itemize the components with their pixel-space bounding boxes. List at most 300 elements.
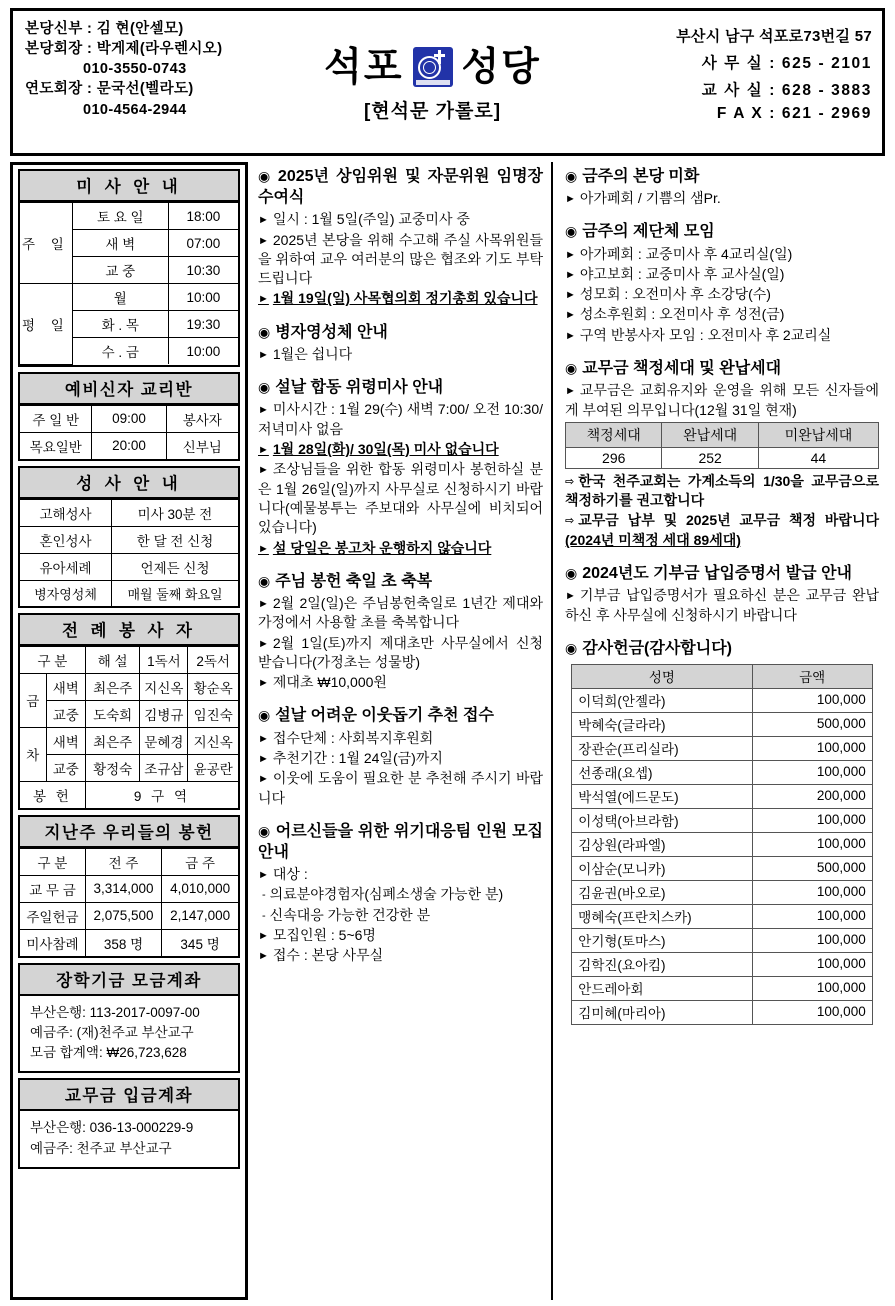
- article-line: [258, 946, 543, 965]
- mass-time: 07:00: [168, 230, 238, 257]
- list-arrow-icon: ►: [565, 385, 576, 398]
- table-row: [20, 553, 238, 580]
- article-line-text: 접수단체 : 사회복지후원회: [272, 729, 434, 746]
- list-arrow-icon: ►: [258, 542, 269, 555]
- mass-time: 10:00: [168, 338, 238, 365]
- servers-table: [20, 646, 238, 808]
- table-row: [572, 784, 872, 808]
- scholarship-account-box: [18, 963, 240, 1074]
- list-arrow-icon: ►: [565, 268, 576, 281]
- article-line: [258, 673, 543, 692]
- donor-name: 김미혜(마리아): [572, 1000, 752, 1024]
- dash-icon: -: [262, 909, 266, 922]
- servers-mass: 새벽: [46, 727, 85, 754]
- section-bullet-icon: ◉: [565, 565, 578, 582]
- section-bullet-icon: ◉: [565, 360, 578, 377]
- offerings-col-this: 금 주: [162, 848, 238, 875]
- article-line-text: 모집인원 : 5~6명: [272, 927, 376, 943]
- article-thanksgiving-donors: [565, 638, 879, 1025]
- dues-value-paid: 252: [662, 447, 758, 468]
- dues-section-intro: [565, 381, 879, 420]
- section-bullet-icon: ◉: [258, 572, 271, 589]
- servers-reading2: 임진숙: [188, 700, 238, 727]
- article-heading: [258, 377, 543, 398]
- sacrament-detail: 언제든 신청: [112, 553, 238, 580]
- list-arrow-icon: ►: [258, 443, 269, 456]
- liturgical-servers-box: [18, 613, 240, 810]
- servers-reading2: 지신옥: [188, 727, 238, 754]
- donors-heading-text: 감사헌금(감사합니다): [582, 639, 732, 657]
- table-row: [20, 646, 238, 673]
- article-line: [258, 400, 543, 439]
- donor-amount: 100,000: [752, 1000, 872, 1024]
- catechumen-class: 주 일 반: [20, 405, 92, 432]
- table-row: [20, 902, 238, 929]
- article-line-text: 신속대응 가능한 건강한 분: [269, 906, 431, 923]
- catechumen-time: 20:00: [92, 432, 166, 459]
- table-row: [20, 929, 238, 956]
- donor-amount: 100,000: [752, 904, 872, 928]
- section-bullet-icon: ◉: [258, 379, 271, 396]
- dues-value-unpaid: 44: [758, 447, 878, 468]
- article-line: [258, 231, 543, 289]
- list-arrow-icon: ►: [258, 637, 269, 650]
- section-bullet-icon: ◉: [258, 822, 271, 839]
- church-address: 부산시 남구 석포로73번길 57: [676, 28, 872, 45]
- list-arrow-icon: ►: [565, 329, 576, 342]
- sacraments-table: [20, 499, 238, 606]
- article-line-text: 2월 1일(토)까지 제대초만 사무실에서 신청 받습니다(가정초는 성물방): [258, 634, 543, 670]
- section-bullet-icon: ◉: [565, 639, 578, 656]
- donor-name: 안드레아회: [572, 976, 752, 1000]
- article-heading: [565, 166, 879, 187]
- offerings-row-label: 미사참례: [20, 929, 85, 956]
- list-arrow-icon: ►: [565, 248, 576, 261]
- mass-when: 토 요 일: [72, 203, 168, 230]
- article-line-text: 설 당일은 봉고차 운행하지 않습니다: [272, 539, 492, 556]
- article-line: [258, 210, 543, 229]
- article-line-text: 일시 : 1월 5일(주일) 교중미사 중: [272, 211, 470, 228]
- section-bullet-icon: ◉: [258, 323, 271, 340]
- article-right-0: [565, 166, 879, 208]
- article-line: [258, 729, 543, 748]
- article-line-text: 미사시간 : 1월 29(수) 새벽 7:00/ 오전 10:30/ 저녁미사 없음: [258, 401, 543, 437]
- header-clergy-info: [13, 11, 261, 153]
- sacrament-detail: 매월 둘째 화요일: [112, 580, 238, 606]
- list-arrow-icon: ►: [565, 289, 576, 302]
- article-line: [565, 189, 879, 208]
- article-line: [565, 245, 879, 264]
- article-line-text: 야고보회 : 교중미사 후 교사실(일): [579, 265, 785, 282]
- article-heading-text: 주님 봉헌 축일 초 축복: [275, 572, 433, 590]
- dues-account-title: 교무금 입금계좌: [20, 1080, 238, 1111]
- servers-week-label-next: 차: [20, 727, 46, 781]
- article-heading-text: 병자영성체 안내: [275, 323, 388, 341]
- list-arrow-icon: ►: [258, 214, 269, 227]
- church-patron-subtitle: [현석문 가롤로]: [363, 101, 502, 122]
- catechumen-leader: 신부님: [166, 432, 238, 459]
- donor-name: 선종래(요셉): [572, 760, 752, 784]
- article-line: [258, 460, 543, 537]
- article-line-text: 2월 2일(일)은 주님봉헌축일로 1년간 제대와 가정에서 사용할 초를 축복합니다: [258, 594, 543, 631]
- donor-name: 장관순(프리실라): [572, 736, 752, 760]
- donor-name: 박석열(에드문도): [572, 784, 752, 808]
- list-arrow-icon: ►: [258, 930, 269, 942]
- table-row: [20, 754, 238, 781]
- article-line: [258, 539, 543, 558]
- list-arrow-icon: ►: [258, 869, 269, 882]
- cert-section-heading: [565, 563, 879, 584]
- servers-offering-district: 9 구 역: [85, 781, 238, 808]
- article-line: [258, 594, 543, 633]
- table-row: [572, 880, 872, 904]
- servers-mass: 교중: [46, 754, 85, 781]
- donor-name: 맹혜숙(프란치스카): [572, 904, 752, 928]
- servers-commentator: 황정숙: [85, 754, 140, 781]
- parish-president-line: 본당회장 : 박게제(라우렌시오): [25, 41, 223, 58]
- donor-name: 안기형(토마스): [572, 928, 752, 952]
- mass-when: 교 중: [72, 257, 168, 284]
- list-arrow-icon: ►: [258, 597, 269, 610]
- table-row: [20, 848, 238, 875]
- scholarship-account-details: [20, 996, 238, 1072]
- article-line-text: 1월은 쉽니다: [272, 345, 353, 362]
- servers-col-commentator: 해 설: [85, 646, 140, 673]
- cert-line-text: 기부금 납입증명서가 필요하신 분은 교무금 완납하신 후 사무실에 신청하시기 바랍니다: [565, 587, 879, 623]
- table-row: [572, 688, 872, 712]
- article-line: [565, 285, 879, 304]
- article-line-text: 1월 28일(화)/ 30일(목) 미사 없습니다: [272, 440, 499, 457]
- offerings-this-value: 2,147,000: [162, 902, 238, 929]
- church-name-right: 성당: [461, 45, 541, 89]
- list-arrow-icon: ►: [258, 464, 269, 477]
- article-line: [565, 305, 879, 324]
- yeondo-president-phone: 010-4564-2944: [83, 101, 187, 118]
- donor-amount: 500,000: [752, 856, 872, 880]
- donor-amount: 100,000: [752, 808, 872, 832]
- mass-group-weekday: 평 일: [20, 284, 72, 365]
- table-row: [572, 856, 872, 880]
- article-line: [565, 326, 879, 345]
- offerings-col-category: 구 분: [20, 848, 85, 875]
- table-row: [20, 405, 238, 432]
- article-line: [258, 885, 543, 904]
- article-heading-text: 설날 어려운 이웃돕기 추천 접수: [275, 707, 494, 725]
- donor-name: 박혜숙(글라라): [572, 712, 752, 736]
- donor-amount: 500,000: [752, 712, 872, 736]
- article-heading-text: 금주의 본당 미화: [582, 168, 700, 185]
- table-row: [20, 580, 238, 606]
- sacrament-name: 혼인성사: [20, 526, 112, 553]
- mass-info-box: [18, 169, 240, 367]
- offerings-row-label: 교 무 금: [20, 875, 85, 902]
- servers-commentator: 최은주: [85, 727, 140, 754]
- dues-households-table: [565, 422, 879, 469]
- servers-reading2: 윤공란: [188, 754, 238, 781]
- cert-heading-text: 2024년도 기부금 납입증명서 발급 안내: [582, 565, 852, 583]
- parish-president-phone: 010-3550-0743: [83, 61, 187, 78]
- article-dues-households: [565, 358, 879, 550]
- table-row: [572, 664, 872, 688]
- dues-col-unpaid: 미완납세대: [758, 422, 878, 447]
- servers-offering-label: 봉 헌: [20, 781, 85, 808]
- dues-note-1-plain: 한국 천주교회는 가계소득의: [578, 472, 764, 489]
- article-line: [258, 865, 543, 884]
- cert-line: [565, 586, 879, 625]
- article-line-text: 2025년 본당을 위해 수고해 주실 사목위원들을 위하여 교우 여러분의 많은 협조와 기도 부탁 드립니다: [258, 231, 543, 287]
- table-row: [572, 760, 872, 784]
- mass-when: 새 벽: [72, 230, 168, 257]
- dues-col-paid: 완납세대: [662, 422, 758, 447]
- servers-col-reading1: 1독서: [140, 646, 188, 673]
- list-arrow-icon: ►: [565, 309, 576, 322]
- right-announcements-column: [553, 162, 885, 1300]
- article-line-text: 이웃에 도움이 필요한 분 추천해 주시기 바랍니다: [258, 770, 543, 806]
- article-heading-text: 금주의 제단체 모임: [582, 223, 715, 241]
- catechumen-class: 목요일반: [20, 432, 92, 459]
- article-donation-certificate: [565, 563, 879, 625]
- dues-section-heading: [565, 358, 879, 379]
- thanksgiving-donors-table: [571, 664, 872, 1025]
- bulletin-header: [10, 8, 885, 156]
- mass-when: 수 . 금: [72, 338, 168, 365]
- mass-time: 10:30: [168, 257, 238, 284]
- church-name-left: 석포: [324, 45, 404, 89]
- article-line-text: 구역 반봉사자 모임 : 오전미사 후 2교리실: [579, 326, 832, 343]
- sacrament-detail: 미사 30분 전: [112, 499, 238, 526]
- catechumen-title: 예비신자 교리반: [20, 374, 238, 405]
- dues-note-2-underlined: (2024년 미책정 세대 89세대): [565, 531, 741, 548]
- servers-commentator: 최은주: [85, 673, 140, 700]
- dues-col-assessed: 책정세대: [566, 422, 662, 447]
- table-row: [566, 447, 879, 468]
- servers-title: 전 례 봉 사 자: [20, 615, 238, 646]
- dues-note-2: [565, 511, 879, 550]
- mass-when: 화 . 목: [72, 311, 168, 338]
- right-articles-top: [565, 166, 879, 345]
- note-arrow-icon: ⇨: [565, 515, 575, 528]
- servers-reading2: 황순옥: [188, 673, 238, 700]
- scholarship-total-line: 모금 합계액: ₩26,723,628: [30, 1045, 187, 1060]
- dues-section-heading-text: 교무금 책정세대 및 완납세대: [582, 360, 782, 378]
- list-arrow-icon: ►: [258, 404, 269, 417]
- bulletin-body: [10, 162, 885, 1300]
- list-arrow-icon: ►: [258, 732, 269, 745]
- busan-catholic-diocese-logo-icon: [413, 47, 453, 87]
- mass-info-title: 미 사 안 내: [20, 171, 238, 202]
- donors-col-name: 성명: [572, 664, 752, 688]
- article-heading: [565, 221, 879, 242]
- list-arrow-icon: ►: [258, 348, 269, 361]
- section-bullet-icon: ◉: [258, 168, 273, 184]
- table-row: [572, 928, 872, 952]
- article-mid-0: [258, 166, 543, 309]
- donor-amount: 100,000: [752, 736, 872, 760]
- donor-amount: 100,000: [752, 688, 872, 712]
- servers-reading1: 문혜경: [140, 727, 188, 754]
- table-row: [20, 284, 238, 311]
- dues-note-1-tail: 을 교무금으로 책정하기를 권고합니다: [565, 472, 879, 509]
- table-row: [20, 499, 238, 526]
- offerings-table: [20, 848, 238, 956]
- table-row: [566, 422, 879, 447]
- dash-icon: -: [262, 889, 266, 902]
- article-line: [258, 345, 543, 364]
- donor-name: 이덕희(안젤라): [572, 688, 752, 712]
- donor-amount: 200,000: [752, 784, 872, 808]
- header-contact-info: [604, 11, 882, 153]
- catechumen-table: [20, 405, 238, 459]
- article-mid-3: [258, 571, 543, 693]
- mass-time: 19:30: [168, 311, 238, 338]
- offerings-prev-value: 358 명: [85, 929, 161, 956]
- offerings-prev-value: 3,314,000: [85, 875, 161, 902]
- article-line-text: 제대초 ₩10,000원: [272, 674, 387, 691]
- note-arrow-icon: ⇨: [565, 475, 575, 488]
- article-line: [258, 926, 543, 945]
- article-heading-text: 어르신들을 위한 위기대응팀 인원 모집 안내: [258, 822, 544, 861]
- office-phone: 사 무 실 : 625 - 2101: [701, 55, 872, 72]
- middle-announcements-column: [248, 162, 553, 1300]
- list-arrow-icon: ►: [565, 590, 576, 603]
- table-row: [572, 1000, 872, 1024]
- section-bullet-icon: ◉: [565, 223, 578, 240]
- article-right-1: [565, 221, 879, 345]
- article-mid-5: [258, 821, 543, 966]
- donor-name: 김윤권(바오로): [572, 880, 752, 904]
- catechumen-time: 09:00: [92, 405, 166, 432]
- weekly-offerings-box: [18, 815, 240, 958]
- table-row: [20, 727, 238, 754]
- table-row: [572, 712, 872, 736]
- donor-name: 이삼순(모니카): [572, 856, 752, 880]
- sacrament-name: 병자영성체: [20, 580, 112, 606]
- article-line: [258, 634, 543, 673]
- donor-name: 김상원(라파엘): [572, 832, 752, 856]
- article-line-text: 아가페회 : 교중미사 후 4교리실(일): [579, 245, 793, 262]
- offerings-this-value: 4,010,000: [162, 875, 238, 902]
- offerings-prev-value: 2,075,500: [85, 902, 161, 929]
- scholarship-bank-line: 부산은행: 113-2017-0097-00: [30, 1004, 200, 1020]
- article-line-text: 대상 :: [272, 866, 308, 883]
- article-mid-4: [258, 705, 543, 807]
- article-line: [258, 906, 543, 925]
- servers-mass: 새벽: [46, 673, 85, 700]
- donor-amount: 100,000: [752, 976, 872, 1000]
- sacrament-detail: 한 달 전 신청: [112, 526, 238, 553]
- dues-note-1-bold: 1/30: [763, 472, 791, 489]
- table-row: [20, 203, 238, 230]
- article-heading: [258, 571, 543, 592]
- article-line-text: 1월 19일(일) 사목협의회 정기총회 있습니다: [272, 290, 538, 307]
- table-row: [20, 432, 238, 459]
- servers-mass: 교중: [46, 700, 85, 727]
- article-heading: [258, 166, 543, 208]
- fax-number: F A X : 621 - 2969: [716, 105, 872, 122]
- list-arrow-icon: ►: [565, 193, 576, 206]
- servers-reading1: 조규삼: [140, 754, 188, 781]
- list-arrow-icon: ►: [258, 677, 269, 690]
- table-row: [572, 952, 872, 976]
- article-line: [258, 289, 543, 308]
- article-line-text: 추천기간 : 1월 24일(금)까지: [272, 749, 443, 766]
- article-line: [258, 749, 543, 768]
- table-row: [20, 781, 238, 808]
- article-heading-text: 2025년 상임위원 및 자문위원 임명장 수여식: [258, 168, 544, 207]
- donor-name: 이성택(아브라함): [572, 808, 752, 832]
- mass-time: 18:00: [168, 203, 238, 230]
- table-row: [572, 736, 872, 760]
- left-sidebar: [10, 162, 248, 1300]
- article-mid-2: [258, 377, 543, 558]
- dues-note-1: [565, 472, 879, 511]
- teachers-room-phone: 교 사 실 : 628 - 3883: [701, 82, 872, 99]
- donors-col-amount: 금액: [752, 664, 872, 688]
- article-line-text: 의료분야경험자(심폐소생술 가능한 분): [269, 886, 504, 903]
- article-line-text: 아가페회 / 기쁨의 샘Pr.: [579, 190, 721, 207]
- dues-bank-line: 부산은행: 036-13-000229-9: [30, 1120, 194, 1136]
- offerings-row-label: 주일헌금: [20, 902, 85, 929]
- sacrament-name: 고해성사: [20, 499, 112, 526]
- donor-amount: 100,000: [752, 832, 872, 856]
- list-arrow-icon: ►: [258, 293, 269, 306]
- table-row: [20, 673, 238, 700]
- article-line-text: 성모회 : 오전미사 후 소강당(수): [579, 286, 771, 303]
- church-title-row: [324, 47, 541, 87]
- servers-col-reading2: 2독서: [188, 646, 238, 673]
- sacrament-name: 유아세례: [20, 553, 112, 580]
- article-line: [258, 769, 543, 808]
- table-row: [572, 976, 872, 1000]
- article-mid-1: [258, 322, 543, 364]
- section-bullet-icon: ◉: [258, 707, 271, 724]
- header-title-block: [261, 11, 604, 153]
- article-heading: [258, 705, 543, 726]
- dues-account-box: [18, 1078, 240, 1169]
- article-heading: [258, 821, 543, 863]
- mass-when: 월: [72, 284, 168, 311]
- yeondo-president-line: 연도회장 : 문국선(벨라도): [25, 81, 194, 98]
- table-row: [572, 904, 872, 928]
- table-row: [20, 526, 238, 553]
- donor-amount: 100,000: [752, 760, 872, 784]
- offerings-title: 지난주 우리들의 봉헌: [20, 817, 238, 848]
- servers-week-label-this: 금: [20, 673, 46, 727]
- dues-intro-text: 교무금은 교회유지와 운영을 위해 모든 신자들에게 부여된 의무입니다(12월 31일 현재): [565, 382, 879, 418]
- section-bullet-icon: ◉: [565, 168, 578, 184]
- sacraments-box: [18, 466, 240, 608]
- article-heading-text: 설날 합동 위령미사 안내: [275, 379, 444, 397]
- article-line-text: 접수 : 본당 사무실: [272, 947, 384, 964]
- table-row: [20, 875, 238, 902]
- catechumen-class-box: [18, 372, 240, 461]
- dues-account-details: [20, 1111, 238, 1167]
- servers-reading1: 김병규: [140, 700, 188, 727]
- article-line-text: 성소후원회 : 오전미사 후 성전(금): [579, 306, 785, 323]
- article-line-text: 조상님들을 위한 합동 위령미사 봉헌하실 분은 1월 26일(일)까지 사무실로 신청하시기 바랍니다(예물봉투는 주보대와 사무실에 비치되어 있습니다): [258, 461, 543, 536]
- list-arrow-icon: ►: [258, 234, 269, 247]
- dues-value-assessed: 296: [566, 447, 662, 468]
- offerings-col-prev: 전 주: [85, 848, 161, 875]
- list-arrow-icon: ►: [258, 773, 269, 786]
- scholarship-holder-line: 예금주: (재)천주교 부산교구: [30, 1024, 194, 1040]
- pastor-line: 본당신부 : 김 현(안셀모): [25, 21, 184, 37]
- table-row: [572, 808, 872, 832]
- servers-reading1: 지신옥: [140, 673, 188, 700]
- servers-commentator: 도숙희: [85, 700, 140, 727]
- scholarship-title: 장학기금 모금계좌: [20, 965, 238, 996]
- donors-heading: [565, 638, 879, 659]
